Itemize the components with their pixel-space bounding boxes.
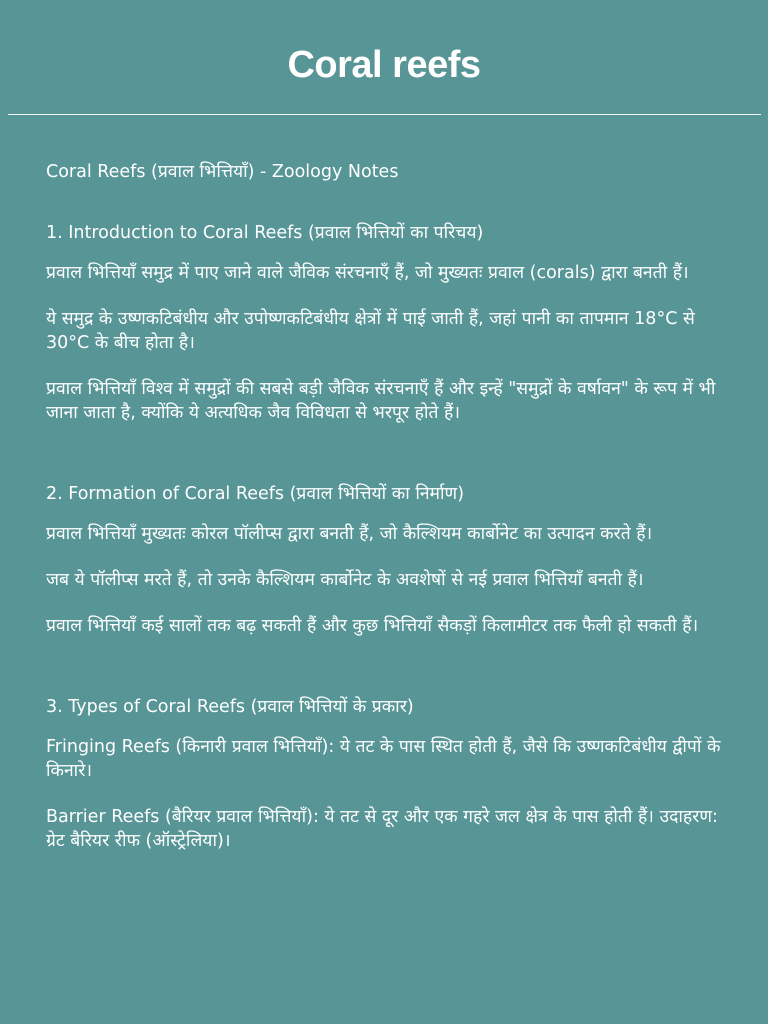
section-heading: 2. Formation of Coral Reefs (प्रवाल भित्तियों का निर्माण) bbox=[46, 484, 465, 504]
section-heading: 3. Types of Coral Reefs (प्रवाल भित्तियों के प्रकार) bbox=[46, 697, 414, 717]
paragraph: Barrier Reefs (बैरियर प्रवाल भित्तियाँ): ये तट से दूर और एक गहरे जल क्षेत्र के पास होती हैं। उदाहरण: ग्रेट बैरियर रीफ (ऑस्ट्रेलिया)। bbox=[46, 807, 718, 851]
page-title: Coral reefs bbox=[287, 44, 481, 86]
paragraph: Fringing Reefs (किनारी प्रवाल भित्तियाँ): ये तट के पास स्थित होती हैं, जैसे कि उष्णकटिबंधीय द्वीपों के किनारे। bbox=[46, 737, 721, 781]
paragraph: प्रवाल भित्तियाँ समुद्र में पाए जाने वाले जैविक संरचनाएँ हैं, जो मुख्यतः प्रवाल (corals) द्वारा बनती हैं। bbox=[46, 263, 689, 283]
section-formation bbox=[46, 482, 736, 638]
title-divider bbox=[8, 114, 761, 115]
section-heading: 1. Introduction to Coral Reefs (प्रवाल भित्तियों का परिचय) bbox=[46, 223, 484, 243]
section-types bbox=[46, 695, 736, 853]
paragraph: जब ये पॉलीप्स मरते हैं, तो उनके कैल्शियम कार्बोनेट के अवशेषों से नई प्रवाल भित्तियाँ बनती हैं। bbox=[46, 570, 644, 590]
notes-subtitle: Coral Reefs (प्रवाल भित्तियाँ) - Zoology Notes bbox=[46, 162, 399, 182]
paragraph: ये समुद्र के उष्णकटिबंधीय और उपोष्णकटिबंधीय क्षेत्रों में पाई जाती हैं, जहां पानी का तापमान 18°C से 30°C के बीच होता है। bbox=[46, 309, 695, 353]
notes-content bbox=[46, 160, 736, 853]
paragraph: प्रवाल भित्तियाँ मुख्यतः कोरल पॉलीप्स द्वारा बनती हैं, जो कैल्शियम कार्बोनेट का उत्पादन करते हैं। bbox=[46, 524, 653, 544]
paragraph: प्रवाल भित्तियाँ कई सालों तक बढ़ सकती हैं और कुछ भित्तियाँ सैकड़ों किलामीटर तक फैली हो सकती हैं। bbox=[46, 616, 699, 636]
section-introduction bbox=[46, 221, 736, 425]
paragraph: प्रवाल भित्तियाँ विश्व में समुद्रों की सबसे बड़ी जैविक संरचनाएँ हैं और इन्हें "समुद्रों के वर्षावन" के रूप में भी जाना जाता है, क्योंकि ये अत्यधिक जैव विविधता से भरपूर होते हैं। bbox=[46, 379, 716, 423]
